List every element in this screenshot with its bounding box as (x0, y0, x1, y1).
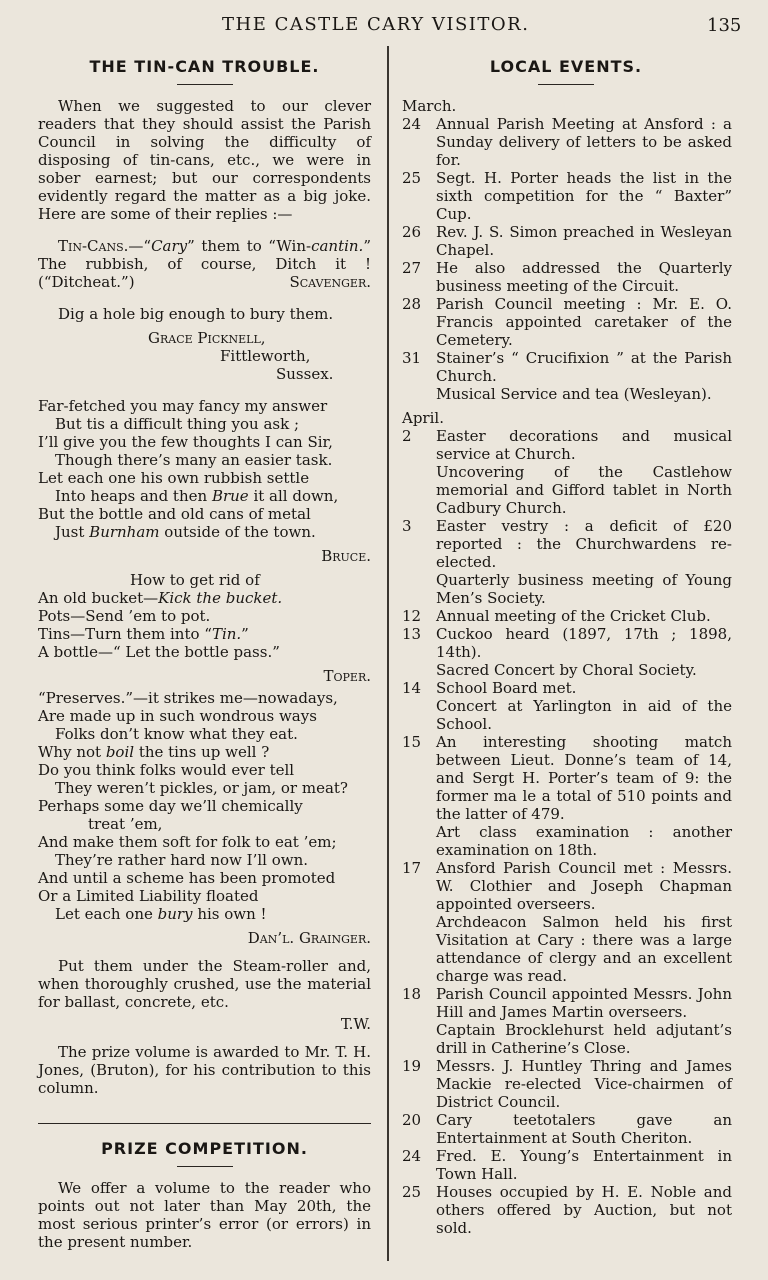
author-place: Fittleworth, (220, 347, 311, 365)
event-continuation: Art class examination : another examination on 18th. (436, 823, 732, 859)
event-item: 3 Easter vestry : a deficit of £20 reported : the Churchwardens re-elected. (402, 517, 732, 571)
column-divider (387, 46, 389, 1261)
event-continuation: Sacred Concert by Choral Society. (436, 661, 697, 679)
author-bruce: Bruce. (321, 547, 371, 565)
event-item: 31 Stainer’s “ Crucifixion ” at the Parish Church. (402, 349, 732, 385)
heading-rule (177, 1166, 233, 1167)
event-item: 26 Rev. J. S. Simon preached in Wesleyan Chapel. (402, 223, 732, 259)
event-item: 19 Messrs. J. Huntley Thring and James Mackie re-elected Vice-chairmen of District Council. (402, 1057, 732, 1111)
right-column (400, 58, 732, 1237)
event-item: 24 Fred. E. Young’s Entertainment in Town Hall. (402, 1147, 732, 1183)
heading-rule (177, 84, 233, 85)
publication-title: THE CASTLE CARY VISITOR. (222, 14, 530, 35)
prize-heading: PRIZE COMPETITION. (101, 1139, 308, 1158)
event-item: 14 School Board met. (402, 679, 577, 697)
author-scavenger: Scavenger. (289, 273, 371, 291)
event-item: 28 Parish Council meeting : Mr. E. O. Francis appointed caretaker of the Cemetery. (402, 295, 732, 349)
left-column (38, 58, 371, 1251)
event-continuation: Concert at Yarlington in aid of the School. (436, 697, 732, 733)
reply-picknell: Dig a hole big enough to bury them. (58, 305, 334, 323)
author-tw: T.W. (340, 1015, 371, 1033)
prize-text: We offer a volume to the reader who points out not later than May 20th, the most serious printer’s error (or errors) in the present number. (38, 1179, 371, 1251)
event-continuation: Archdeacon Salmon held his first Visitation at Cary : there was a large attendance of clergy and an excellent charge was read. (436, 913, 732, 985)
event-continuation: Captain Brocklehurst held adjutant’s drill in Catherine’s Close. (436, 1021, 732, 1057)
poem-toper: How to get rid of An old bucket—Kick the bucket. Pots—Send ’em to pot. Tins—Turn them into “Tin.” A bottle—“ Let the bottle pass.” (38, 571, 283, 661)
event-item: 25 Houses occupied by H. E. Noble and others offered by Auction, but not sold. (402, 1183, 732, 1237)
month-march: March. (402, 97, 457, 115)
event-item: 18 Parish Council appointed Messrs. John Hill and James Martin overseers. (402, 985, 732, 1021)
tin-can-heading: THE TIN-CAN TROUBLE. (89, 57, 320, 76)
author-county: Sussex. (276, 365, 334, 383)
event-item: 15 An interesting shooting match between Lieut. Donne’s team of 14, and Sergt H. Porter’s team of 9: the former ma le a total of 510 points and the latter of 479. (402, 733, 732, 823)
prize-award-note: The prize volume is awarded to Mr. T. H. Jones, (Bruton), for his contribution to this column. (38, 1043, 371, 1097)
author-picknell: Grace Picknell, (148, 329, 266, 347)
poem-bruce: Far-fetched you may fancy my answer But tis a difficult thing you ask ; I’ll give you the few thoughts I can Sir, Though there’s many an easier task. Let each one his own rubbish settle Into heaps and then Brue it all down, But the bottle and old cans of metal Just Burnham outside of the town. (38, 397, 339, 541)
author-toper: Toper. (323, 667, 371, 685)
page-number: 135 (707, 15, 742, 36)
heading-rule (538, 84, 594, 85)
tin-can-intro: When we suggested to our clever readers that they should assist the Parish Council in solving the difficulty of disposing of tin-cans, etc., we were in sober earnest; but our correspondents evidently regard the matter as a big joke. Here are some of their replies :— (38, 97, 371, 223)
event-continuation: Quarterly business meeting of Young Men’s Society. (436, 571, 732, 607)
event-item: 27 He also addressed the Quarterly business meeting of the Circuit. (402, 259, 732, 295)
event-item: 17 Ansford Parish Council met : Messrs. W. Clothier and Joseph Chapman appointed overseers. (402, 859, 732, 913)
section-rule (38, 1123, 371, 1124)
event-item: 20 Cary teetotalers gave an Entertainment at South Cheriton. (402, 1111, 732, 1147)
event-item: 12 Annual meeting of the Cricket Club. (402, 607, 711, 625)
poem-grainger: “Preserves.”—it strikes me—nowadays, Are made up in such wondrous ways Folks don’t know what they eat. Why not boil the tins up well ? Do you think folks would ever tell They weren’t pickles, or jam, or meat? Perhaps some day we’ll chemically treat ’em, And make them soft for folk to eat ’em; They’re rather hard now I’ll own. And until a scheme has been promoted Or a Limited Liability floated Let each one bury his own ! (38, 689, 348, 923)
event-item: 2 Easter decorations and musical service at Church. (402, 427, 732, 463)
event-item: 24 Annual Parish Meeting at Ansford : a Sunday delivery of letters to be asked for. (402, 115, 732, 169)
event-item: 13 Cuckoo heard (1897, 17th ; 1898, 14th). (402, 625, 732, 661)
reply-scavenger: Tin-Cans.—“Cary” them to “Win-cantin.” The rubbish, of course, Ditch it ! (“Ditcheat.”) (38, 237, 371, 291)
month-april: April. (402, 409, 444, 427)
event-continuation: Uncovering of the Castlehow memorial and Gifford tablet in North Cadbury Church. (436, 463, 732, 517)
author-grainger: Dan’l. Grainger. (247, 929, 371, 947)
event-item: 25 Segt. H. Porter heads the list in the sixth competition for the “ Baxter” Cup. (402, 169, 732, 223)
running-header (0, 14, 768, 42)
local-events-heading: LOCAL EVENTS. (489, 57, 643, 76)
reply-steamroller: Put them under the Steam-roller and, when thoroughly crushed, use the material for ballast, concrete, etc. (38, 957, 371, 1011)
event-continuation: Musical Service and tea (Wesleyan). (436, 385, 712, 403)
